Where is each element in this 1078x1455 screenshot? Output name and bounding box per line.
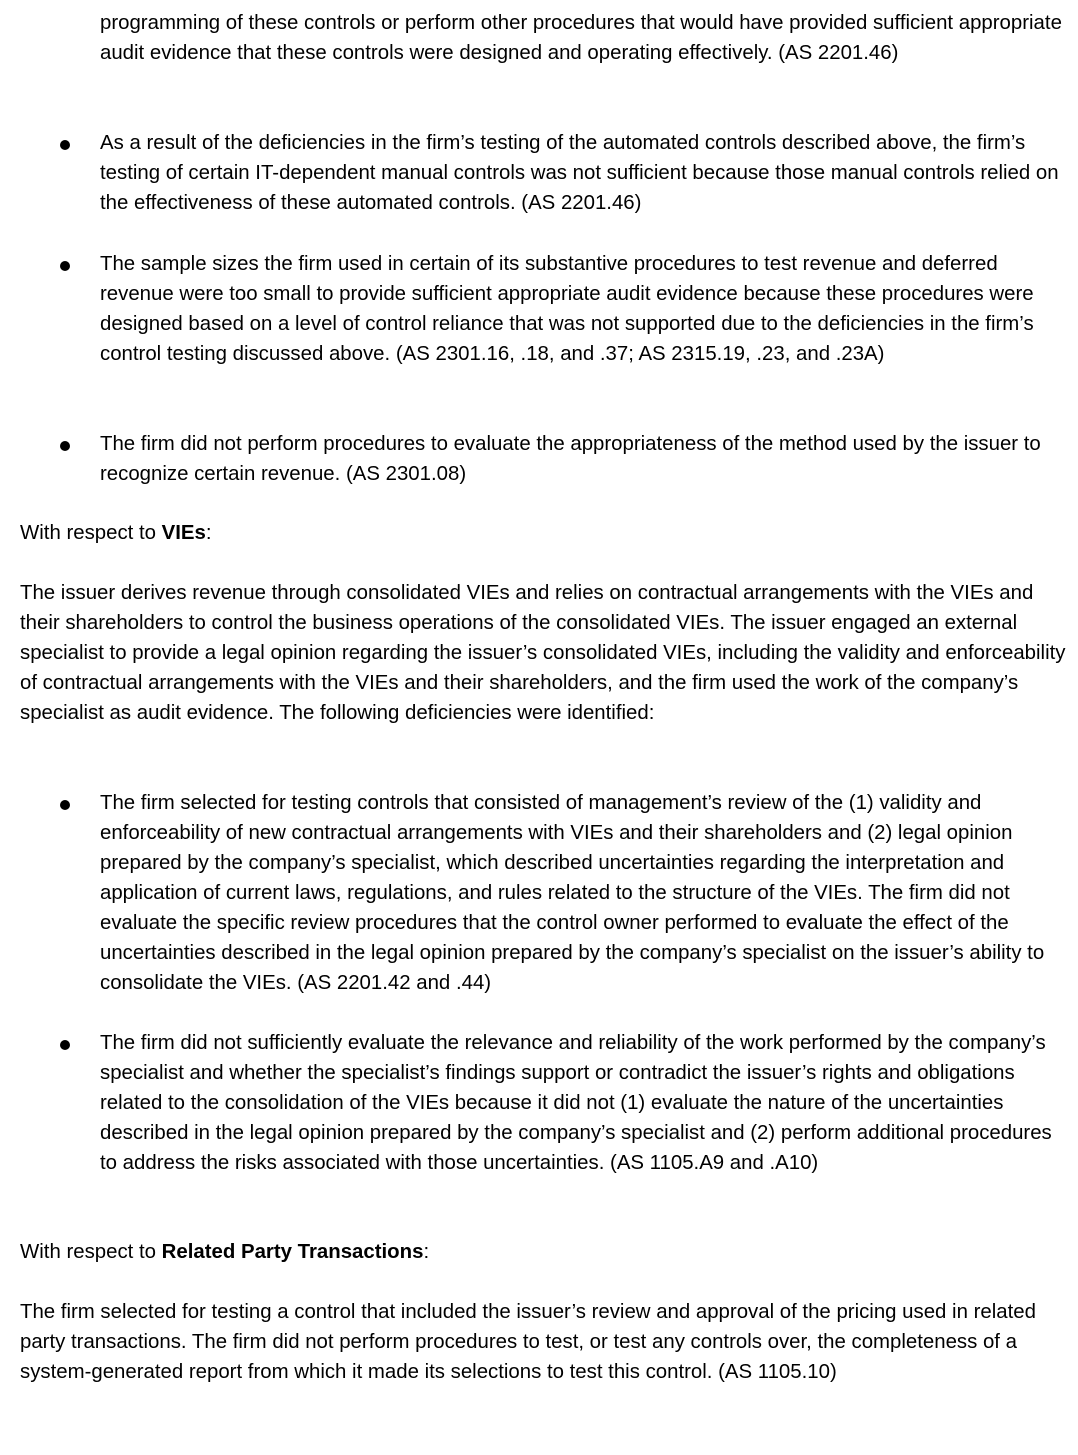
list-item-sample-sizes: The sample sizes the firm used in certain of its substantive procedures to test revenue and deferred revenue were too small to provide sufficient appropriate audit evidence because these procedures were designed based on a level of control reliance that was not supported due to the deficiencies in the firm’s control testing discussed above. (AS 2301.16, .18, and .37; AS 2315.19, .23, and .23A) xyxy=(100,253,1034,365)
bullet-icon xyxy=(60,261,70,271)
list-item-specialist-evaluation: The firm did not sufficiently evaluate the relevance and reliability of the work performed by the company’s specialist and whether the specialist’s findings support or contradict the issuer’s rights and obligations related to the consolidation of the VIEs because it did not (1) evaluate the nature of the uncertainties described in the legal opinion prepared by the company’s specialist and (2) perform additional procedures to address the risks associated with those uncertainties. (AS 1105.A9 and .A10) xyxy=(100,1032,1052,1174)
section-heading-vies: With respect to VIEs: xyxy=(20,522,212,544)
vies-paragraph: The issuer derives revenue through consolidated VIEs and relies on contractual arrangements with the VIEs and their shareholders to control the business operations of the consolidated VIEs. The issuer engaged an external specialist to provide a legal opinion regarding the issuer’s consolidated VIEs, including the validity and enforceability of contractual arrangements with the VIEs and their shareholders, and the firm used the work of the company’s specialist as audit evidence. The following deficiencies were identified: xyxy=(20,582,1066,724)
section-heading-related-party: With respect to Related Party Transactions: xyxy=(20,1241,430,1263)
list-item-it-dependent-controls: As a result of the deficiencies in the firm’s testing of the automated controls described above, the firm’s testing of certain IT-dependent manual controls was not sufficient because those manual controls relied on the effectiveness of these automated controls. (AS 2201.46) xyxy=(100,132,1059,214)
list-item-vie-controls: The firm selected for testing controls that consisted of management’s review of the (1) validity and enforceability of new contractual arrangements with VIEs and their shareholders and (2) legal opinion prepared by the company’s specialist, which described uncertainties regarding the interpretation and application of current laws, regulations, and rules related to the structure of the VIEs. The firm did not evaluate the specific review procedures that the control owner performed to evaluate the effect of the uncertainties described in the legal opinion prepared by the company’s specialist on the issuer’s ability to consolidate the VIEs. (AS 2201.42 and .44) xyxy=(100,792,1045,994)
bullet-icon xyxy=(60,140,70,150)
bullet-icon xyxy=(60,1040,70,1050)
continued-bullet-text: programming of these controls or perform other procedures that would have provided sufficient appropriate audit evidence that these controls were designed and operating effectively. (AS 2201.46) xyxy=(100,12,1062,64)
bullet-icon xyxy=(60,800,70,810)
list-item-revenue-method: The firm did not perform procedures to evaluate the appropriateness of the method used by the issuer to recognize certain revenue. (AS 2301.08) xyxy=(100,433,1041,485)
related-party-paragraph: The firm selected for testing a control that included the issuer’s review and approval of the pricing used in related party transactions. The firm did not perform procedures to test, or test any controls over, the completeness of a system-generated report from which it made its selections to test this control. (AS 1105.10) xyxy=(20,1301,1036,1383)
heading-bold-related-party: Related Party Transactions xyxy=(161,1241,424,1263)
heading-bold-vies: VIEs xyxy=(161,522,206,544)
bullet-icon xyxy=(60,441,70,451)
